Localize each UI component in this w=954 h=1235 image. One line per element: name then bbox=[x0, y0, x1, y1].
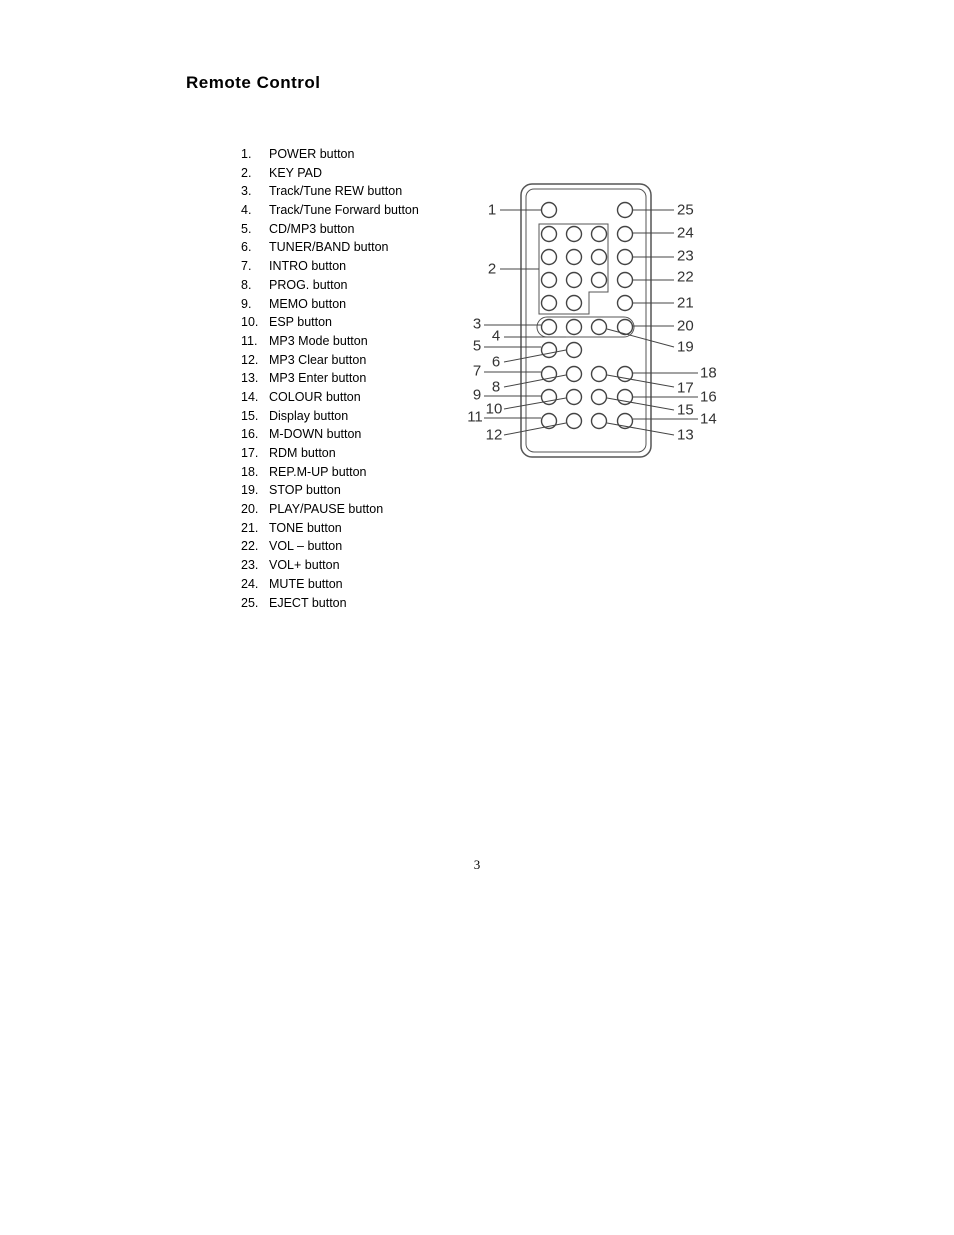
button-legend-item bbox=[241, 351, 419, 370]
legend-number: 14. bbox=[241, 389, 259, 404]
legend-number: 1. bbox=[241, 147, 252, 161]
button-legend-item bbox=[241, 425, 419, 444]
remote-button-shape bbox=[542, 227, 557, 242]
legend-label: POWER button bbox=[269, 147, 355, 161]
remote-button-shape bbox=[592, 390, 607, 405]
callout-leader-line bbox=[607, 375, 674, 387]
keypad-outline bbox=[539, 224, 608, 314]
callout-number: 11 bbox=[467, 408, 483, 426]
legend-label: Track/Tune Forward button bbox=[269, 203, 419, 218]
button-legend-item bbox=[241, 295, 419, 314]
remote-button-shape bbox=[542, 250, 557, 265]
remote-buttons bbox=[542, 203, 633, 429]
callout-leader-line bbox=[504, 350, 566, 362]
legend-number: 23. bbox=[241, 558, 259, 573]
legend-number: 12. bbox=[241, 352, 259, 367]
legend-label: TONE button bbox=[269, 520, 342, 535]
legend-number: 16. bbox=[241, 427, 259, 442]
legend-label: ESP button bbox=[269, 315, 333, 330]
button-legend-item bbox=[241, 575, 419, 594]
callout-leaders bbox=[484, 210, 698, 435]
remote-button-shape bbox=[542, 343, 557, 358]
callout-leader-line bbox=[504, 423, 566, 435]
legend-label: MUTE button bbox=[269, 576, 343, 591]
legend-number: 17. bbox=[241, 446, 259, 460]
callout-leader-line bbox=[607, 398, 674, 410]
button-legend-item bbox=[241, 481, 419, 500]
legend-number: 19. bbox=[241, 483, 259, 498]
callout-number: 2 bbox=[487, 260, 497, 278]
callout-number: 6 bbox=[491, 353, 501, 371]
callout-number: 8 bbox=[491, 378, 501, 396]
button-legend-item bbox=[241, 519, 419, 538]
callout-number: 5 bbox=[472, 337, 482, 355]
page-title: Remote Control bbox=[186, 73, 321, 92]
remote-button-shape bbox=[618, 273, 633, 288]
button-legend-item bbox=[241, 556, 419, 575]
button-legend-item bbox=[241, 313, 419, 332]
remote-button-shape bbox=[567, 414, 582, 429]
legend-number: 10. bbox=[241, 315, 259, 330]
legend-number: 4. bbox=[241, 203, 252, 218]
legend-label: KEY PAD bbox=[269, 165, 323, 180]
callout-number: 10 bbox=[485, 400, 503, 418]
remote-button-shape bbox=[542, 320, 557, 335]
legend-label: CD/MP3 button bbox=[269, 221, 355, 236]
remote-button-shape bbox=[542, 203, 557, 218]
remote-button-shape bbox=[567, 296, 582, 311]
remote-button-shape bbox=[567, 250, 582, 265]
button-legend-item bbox=[241, 276, 419, 295]
legend-label: COLOUR button bbox=[269, 389, 361, 404]
remote-button-shape bbox=[567, 320, 582, 335]
remote-button-shape bbox=[592, 227, 607, 242]
remote-button-shape bbox=[592, 250, 607, 265]
button-legend-item bbox=[241, 594, 419, 613]
remote-button-shape bbox=[592, 273, 607, 288]
remote-button-shape bbox=[618, 250, 633, 265]
remote-button-shape bbox=[592, 367, 607, 382]
remote-button-shape bbox=[567, 367, 582, 382]
legend-label: RDM button bbox=[269, 446, 336, 460]
button-legend-item bbox=[241, 238, 419, 257]
legend-label: VOL+ button bbox=[269, 558, 340, 573]
remote-button-shape bbox=[542, 273, 557, 288]
callout-number: 17 bbox=[677, 379, 694, 397]
callout-number: 19 bbox=[677, 338, 694, 356]
remote-button-shape bbox=[567, 343, 582, 358]
remote-button-shape bbox=[618, 203, 633, 218]
legend-label: MP3 Clear button bbox=[269, 352, 367, 367]
page-number: 3 bbox=[473, 857, 481, 872]
button-legend-item bbox=[241, 182, 419, 201]
legend-number: 9. bbox=[241, 296, 252, 311]
button-legend-list bbox=[241, 145, 419, 612]
callout-leader-line bbox=[607, 423, 674, 435]
legend-label: EJECT button bbox=[269, 595, 347, 610]
legend-number: 7. bbox=[241, 259, 252, 274]
callout-number: 7 bbox=[472, 362, 482, 380]
callout-number: 1 bbox=[487, 201, 497, 219]
button-legend-item bbox=[241, 145, 419, 164]
button-legend-item bbox=[241, 388, 419, 407]
legend-label: Track/Tune REW button bbox=[269, 184, 403, 199]
legend-label: M-DOWN button bbox=[269, 427, 362, 442]
legend-label: MEMO button bbox=[269, 296, 347, 311]
callout-number: 3 bbox=[472, 315, 482, 333]
remote-button-shape bbox=[592, 414, 607, 429]
callout-number: 22 bbox=[677, 268, 694, 286]
legend-number: 2. bbox=[241, 165, 252, 180]
button-legend-item bbox=[241, 369, 419, 388]
callout-number: 16 bbox=[700, 388, 717, 406]
callout-number: 23 bbox=[677, 247, 694, 265]
remote-button-shape bbox=[567, 390, 582, 405]
legend-number: 21. bbox=[241, 520, 259, 535]
button-legend-item bbox=[241, 463, 419, 482]
callout-number: 4 bbox=[491, 327, 501, 345]
callout-leader-line bbox=[607, 329, 674, 347]
callout-number: 12 bbox=[485, 426, 503, 444]
legend-number: 6. bbox=[241, 240, 252, 255]
callout-number: 13 bbox=[677, 426, 694, 444]
legend-number: 11. bbox=[241, 333, 258, 348]
legend-label: PROG. button bbox=[269, 277, 348, 292]
callout-leader-line bbox=[504, 375, 566, 387]
legend-label: TUNER/BAND button bbox=[269, 240, 389, 255]
legend-number: 18. bbox=[241, 464, 259, 479]
button-legend-item bbox=[241, 444, 419, 463]
legend-label: MP3 Enter button bbox=[269, 371, 367, 386]
callout-number: 14 bbox=[700, 410, 717, 428]
legend-label: STOP button bbox=[269, 483, 341, 498]
callout-number: 15 bbox=[677, 401, 694, 419]
callout-number: 24 bbox=[677, 224, 694, 242]
callout-number: 9 bbox=[472, 386, 482, 404]
legend-number: 24. bbox=[241, 576, 259, 591]
legend-number: 13. bbox=[241, 371, 259, 386]
legend-number: 8. bbox=[241, 277, 252, 292]
remote-button-shape bbox=[567, 273, 582, 288]
button-legend-item bbox=[241, 407, 419, 426]
legend-label: Display button bbox=[269, 408, 349, 423]
remote-button-shape bbox=[567, 227, 582, 242]
remote-control-diagram bbox=[460, 180, 730, 465]
button-legend-item bbox=[241, 332, 419, 351]
legend-number: 3. bbox=[241, 184, 252, 199]
callout-number: 20 bbox=[677, 317, 694, 335]
legend-number: 5. bbox=[241, 221, 252, 236]
button-legend-item bbox=[241, 537, 419, 556]
button-legend-item bbox=[241, 257, 419, 276]
callout-number: 25 bbox=[677, 201, 694, 219]
legend-number: 20. bbox=[241, 502, 259, 517]
legend-number: 22. bbox=[241, 539, 259, 554]
legend-label: MP3 Mode button bbox=[269, 333, 368, 348]
legend-label: PLAY/PAUSE button bbox=[269, 502, 384, 517]
callout-leader-line bbox=[504, 398, 566, 409]
legend-label: REP.M-UP button bbox=[269, 464, 367, 479]
legend-number: 25. bbox=[241, 595, 259, 610]
button-legend-item bbox=[241, 164, 419, 183]
button-legend-item bbox=[241, 220, 419, 239]
remote-button-shape bbox=[618, 227, 633, 242]
callout-number: 18 bbox=[700, 364, 717, 382]
remote-button-shape bbox=[618, 296, 633, 311]
button-legend-item bbox=[241, 201, 419, 220]
legend-number: 15. bbox=[241, 408, 259, 423]
callout-number: 21 bbox=[677, 294, 694, 312]
button-legend-item bbox=[241, 500, 419, 519]
remote-button-shape bbox=[592, 320, 607, 335]
legend-label: VOL – button bbox=[269, 539, 343, 554]
legend-label: INTRO button bbox=[269, 259, 347, 274]
remote-button-shape bbox=[542, 296, 557, 311]
